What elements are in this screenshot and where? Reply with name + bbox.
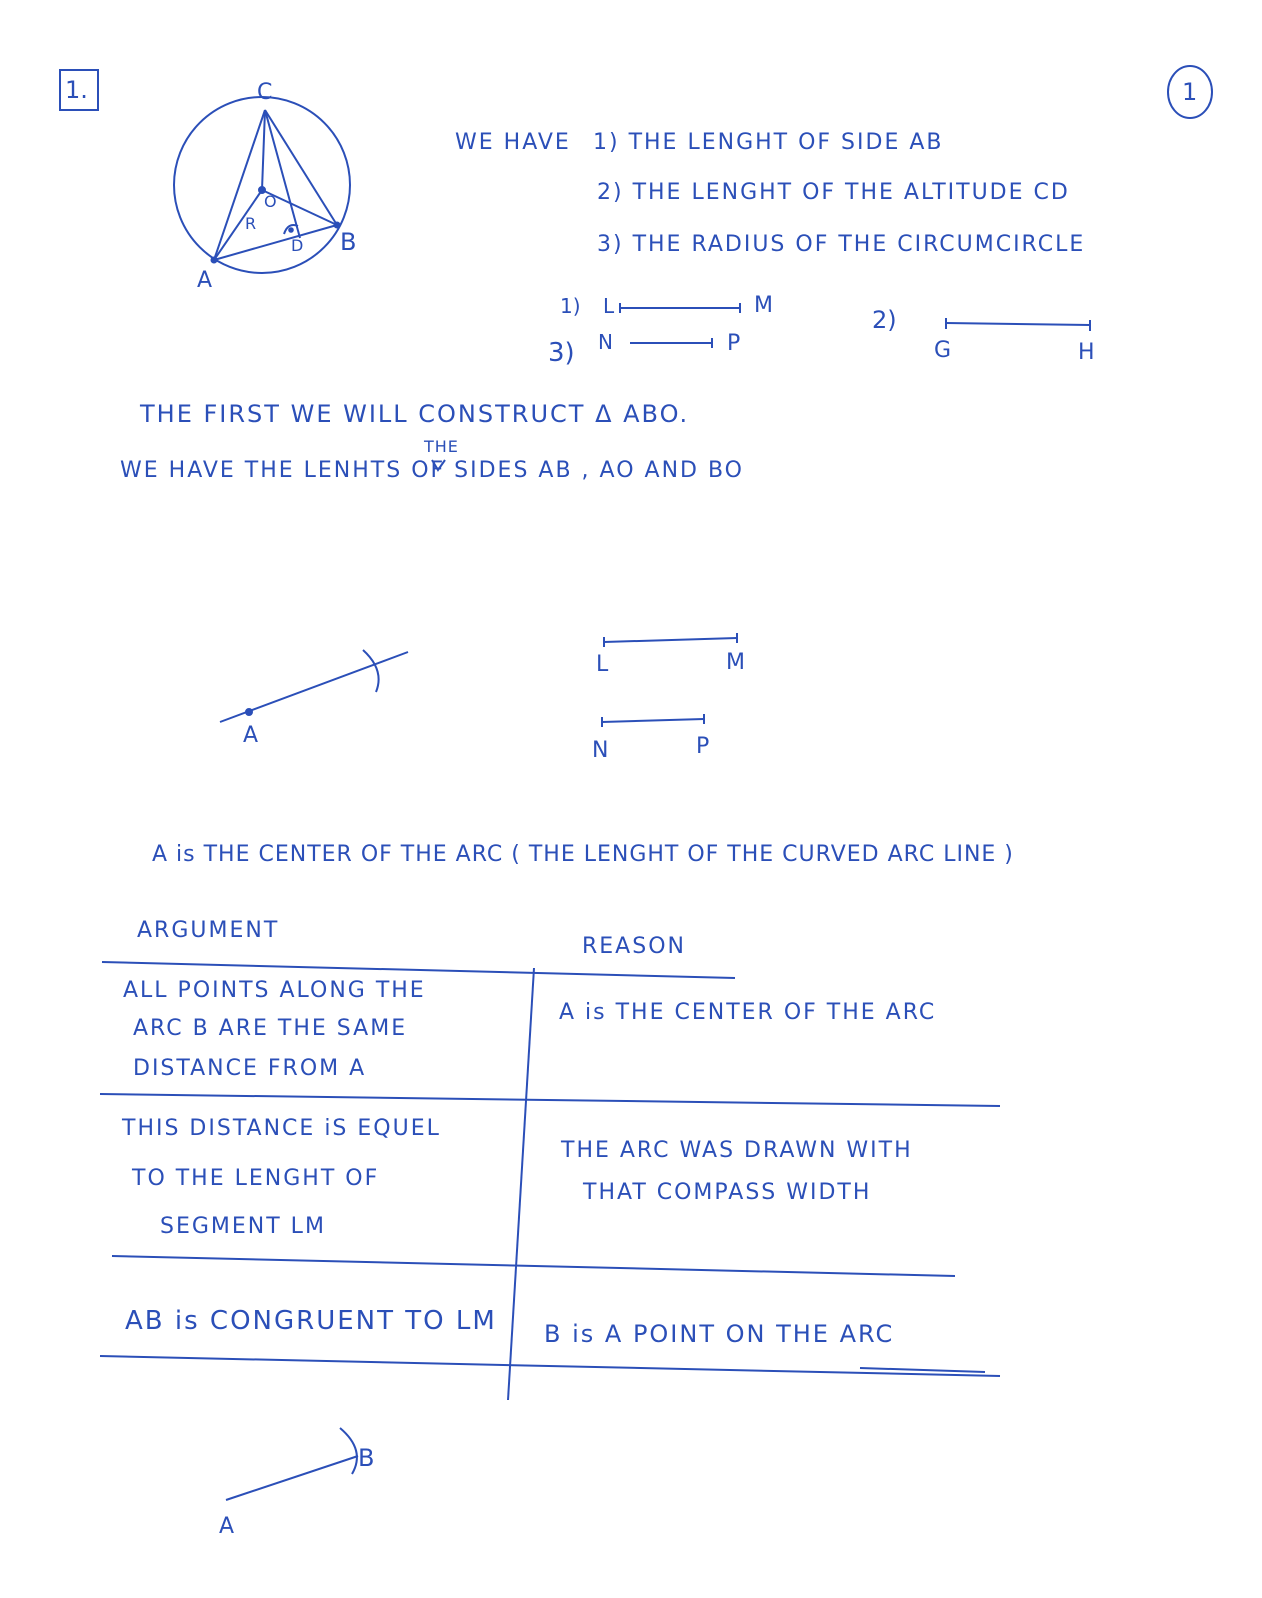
- page-number: 1: [1182, 78, 1198, 106]
- segment-2-h: H: [1078, 340, 1095, 365]
- segment-2-number: 2): [872, 306, 897, 334]
- construction-seg-lm: [604, 638, 737, 642]
- table-row2-rule: [112, 1256, 955, 1276]
- row1-reason-line1: A is THE CENTER OF THE ARC: [559, 1000, 937, 1025]
- segment-1-number: 1): [560, 294, 581, 318]
- segment-3-n: N: [598, 330, 613, 354]
- triangle-side-ab: [214, 225, 337, 260]
- text-line-2: WE HAVE THE LENHTS OF SIDES AB , AO AND BO: [120, 458, 744, 483]
- segment-gh: [946, 323, 1090, 325]
- table-header-rule: [102, 962, 735, 978]
- final-segment-ab: [226, 1456, 358, 1500]
- construction-label-p: P: [696, 734, 710, 759]
- construction-point-a: [246, 709, 252, 715]
- figure-label-b: B: [340, 228, 357, 256]
- construction-label-a: A: [243, 723, 259, 748]
- statement-text: A is THE CENTER OF THE ARC ( THE LENGHT OF THE CURVED ARC LINE ): [152, 842, 1014, 867]
- table-row3-rule: [100, 1356, 1000, 1376]
- row2-argument-line2: TO THE LENGHT OF: [132, 1166, 380, 1191]
- table-column-divider: [508, 968, 534, 1400]
- figure-label-d: D: [291, 236, 304, 255]
- construction-seg-np: [602, 719, 704, 722]
- given-item-1: 1) THE LENGHT OF SIDE AB: [593, 130, 944, 155]
- figure-label-r: R: [245, 214, 257, 233]
- segment-3-p: P: [727, 331, 741, 356]
- given-item-2: 2) THE LENGHT OF THE ALTITUDE CD: [597, 180, 1070, 205]
- row2-argument-line1: THIS DISTANCE iS EQUEL: [122, 1116, 441, 1141]
- row1-argument-line2: ARC B ARE THE SAME: [133, 1016, 408, 1041]
- row2-reason-line2: THAT COMPASS WIDTH: [583, 1180, 872, 1205]
- segment-1-l: L: [603, 294, 615, 318]
- segment-1-m: M: [754, 293, 773, 318]
- altitude-cd: [265, 110, 300, 238]
- triangle-side-ca: [214, 110, 265, 260]
- segment-3-number: 3): [548, 338, 575, 368]
- reason-underline: [860, 1368, 985, 1372]
- row2-argument-line3: SEGMENT LM: [160, 1214, 326, 1239]
- given-intro: WE HAVE: [455, 130, 571, 155]
- row2-reason-line1: THE ARC WAS DRAWN WITH: [561, 1138, 913, 1163]
- figure-label-c: C: [257, 80, 273, 105]
- given-item-3: 3) THE RADIUS OF THE CIRCUMCIRCLE: [597, 232, 1086, 257]
- construction-label-l: L: [596, 652, 609, 677]
- figure-label-o: O: [264, 192, 277, 211]
- segment-2-g: G: [934, 338, 952, 363]
- text-insert-the: THE: [424, 437, 459, 456]
- vertex-a-dot: [212, 258, 217, 263]
- construction-label-n: N: [592, 738, 609, 763]
- construction-label-m: M: [726, 650, 745, 675]
- vertex-b-dot: [335, 223, 340, 228]
- table-header-reason: REASON: [582, 934, 686, 959]
- radius-oc: [262, 110, 265, 190]
- row3-reason-line1: B is A POINT ON THE ARC: [544, 1320, 895, 1348]
- final-label-a: A: [219, 1514, 235, 1539]
- text-line-1: THE FIRST WE WILL CONSTRUCT Δ ABO.: [140, 400, 690, 428]
- final-arc: [340, 1428, 357, 1474]
- table-header-argument: ARGUMENT: [137, 918, 280, 943]
- table-row1-rule: [100, 1094, 1000, 1106]
- row1-argument-line1: ALL POINTS ALONG THE: [123, 978, 426, 1003]
- figure-label-a: A: [197, 268, 213, 293]
- row1-argument-line3: DISTANCE FROM A: [133, 1056, 367, 1081]
- row3-argument-line1: AB is CONGRUENT TO LM: [125, 1306, 497, 1336]
- right-angle-dot: [289, 228, 293, 232]
- final-label-b: B: [358, 1444, 375, 1472]
- construction-arc: [363, 650, 379, 692]
- problem-number: 1.: [65, 76, 88, 104]
